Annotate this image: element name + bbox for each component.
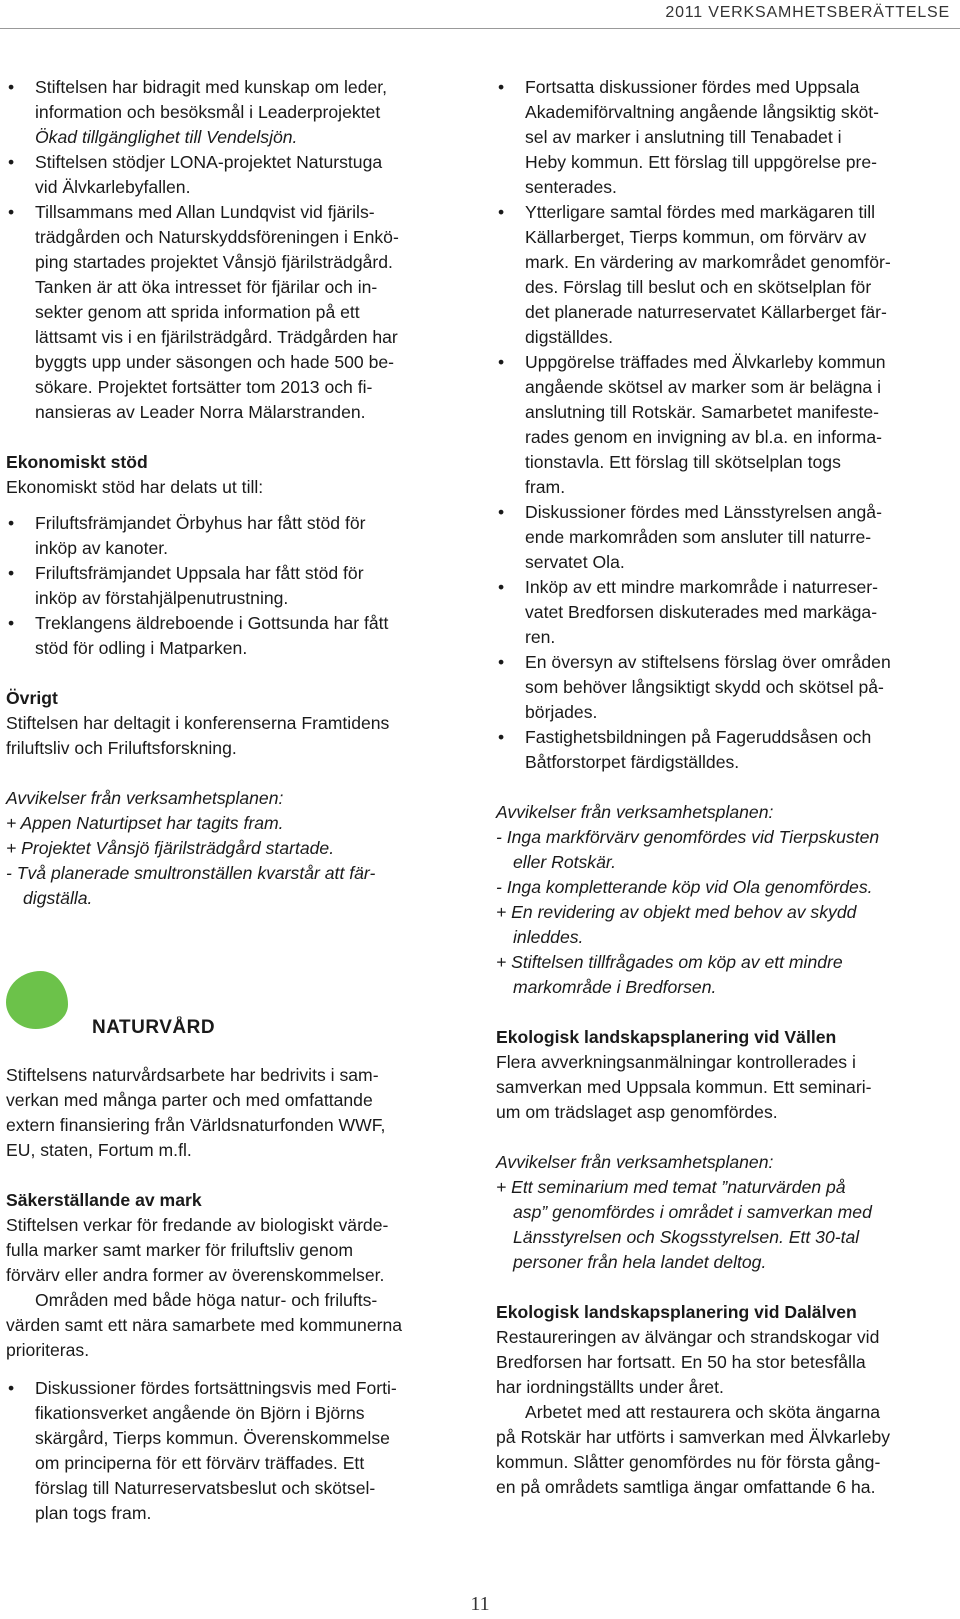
text-line: Stiftelsen verkar för fredande av biologiskt värde- <box>6 1215 389 1235</box>
text-line: • Ytterligare samtal fördes med markägaren till <box>525 202 876 222</box>
bullet-item <box>496 350 952 500</box>
ekonomiskt-heading: Ekonomiskt stöd <box>6 452 148 472</box>
avvikelser-right-1-title: Avvikelser från verksamhetsplanen: <box>496 802 774 822</box>
bullet-item <box>6 561 464 611</box>
text-line: Tanken är att öka intresset för fjärilar och in- <box>35 277 378 297</box>
bullet-item <box>496 650 952 725</box>
left-bullets-top <box>6 75 464 425</box>
avvikelser-right-2-title: Avvikelser från verksamhetsplanen: <box>496 1152 774 1172</box>
text-line: information och besöksmål i Leaderprojektet <box>35 102 381 122</box>
text-line: - Två planerade smultronställen kvarstår att fär- <box>6 863 376 883</box>
running-header: 2011 VERKSAMHETSBERÄTTELSE <box>665 4 950 21</box>
bullet-item <box>6 1376 464 1526</box>
text-line: Arbetet med att restaurera och sköta ängarna <box>525 1402 881 1422</box>
text-line: + Projektet Vånsjö fjärilsträdgård startade. <box>6 838 335 858</box>
text-line: Källarberget, Tierps kommun, om förvärv av <box>525 227 867 247</box>
text-line: • Fastighetsbildningen på Fageruddsåsen och <box>525 727 872 747</box>
sakerstallande-text-2 <box>6 1288 464 1363</box>
text-line: friluftsliv och Friluftsforskning. <box>6 738 237 758</box>
text-line: • Fortsatta diskussioner fördes med Uppsala <box>525 77 860 97</box>
text-line: • Treklangens äldreboende i Gottsunda har fått <box>35 613 389 633</box>
text-line: Bredforsen har fortsatt. En 50 ha stor betesfålla <box>496 1352 866 1372</box>
deviation-item <box>496 950 952 1000</box>
text-line: Flera avverkningsanmälningar kontrollerades i <box>496 1052 856 1072</box>
text-line: plan togs fram. <box>35 1503 152 1523</box>
vallen-heading: Ekologisk landskapsplanering vid Vällen <box>496 1027 837 1047</box>
text-line: • Diskussioner fördes med Länsstyrelsen angå- <box>525 502 882 522</box>
text-line: digställa. <box>23 888 93 908</box>
text-line: sel av marker i anslutning till Tenabadet i <box>525 127 842 147</box>
text-line: mark. En värdering av markområdet genomför- <box>525 252 891 272</box>
ovrigt-text <box>6 711 464 761</box>
deviation-item <box>6 861 464 911</box>
text-line: des. Förslag till beslut och en skötselplan för <box>525 277 872 297</box>
text-line: värden samt ett nära samarbete med kommunerna <box>6 1315 403 1335</box>
ovrigt-heading: Övrigt <box>6 688 58 708</box>
bullet-item <box>496 500 952 575</box>
text-line: skärgård, Tierps kommun. Överenskommelse <box>35 1428 390 1448</box>
text-line: trädgården och Naturskyddsföreningen i Enkö- <box>35 227 399 247</box>
text-line: Restaureringen av älvängar och strandskogar vid <box>496 1327 880 1347</box>
bullet-item <box>496 200 952 350</box>
naturvard-title: NATURVÅRD <box>92 1017 216 1038</box>
text-line: sökare. Projektet fortsätter tom 2013 och fi- <box>35 377 373 397</box>
text-line: um om trädslaget asp genomfördes. <box>496 1102 778 1122</box>
avvikelser-left-items <box>6 811 464 911</box>
text-line: fikationsverket angående ön Björn i Björns <box>35 1403 365 1423</box>
text-line: inköp av förstahjälpenutrustning. <box>35 588 289 608</box>
bullet-item <box>6 611 464 661</box>
text-line: Ökad tillgänglighet till Vendelsjön. <box>35 127 298 147</box>
text-line: nansieras av Leader Norra Mälarstranden. <box>35 402 366 422</box>
text-line: • Tillsammans med Allan Lundqvist vid fjärils- <box>35 202 375 222</box>
avvikelser-right-1-items <box>496 825 952 1000</box>
text-line: angående skötsel av marker som är belägna i <box>525 377 881 397</box>
green-leaf-icon <box>6 971 68 1029</box>
ekonomiskt-bullets <box>6 511 464 661</box>
text-line: verkan med många parter och med omfattande <box>6 1090 373 1110</box>
sakerstallande-text <box>6 1213 464 1288</box>
text-line: + Ett seminarium med temat ”naturvärden på <box>496 1177 846 1197</box>
text-line: har iordningställts under året. <box>496 1377 724 1397</box>
text-line: Stiftelsen har deltagit i konferenserna Framtidens <box>6 713 390 733</box>
text-line: - Inga kompletterande köp vid Ola genomfördes. <box>496 877 873 897</box>
page-number: 11 <box>470 1593 490 1615</box>
dalalven-text <box>496 1325 952 1400</box>
text-line: asp” genomfördes i området i samverkan med <box>513 1202 872 1222</box>
text-line: - Inga markförvärv genomfördes vid Tierpskusten <box>496 827 880 847</box>
text-line: extern finansiering från Världsnaturfonden WWF, <box>6 1115 386 1135</box>
avvikelser-left-title: Avvikelser från verksamhetsplanen: <box>6 788 284 808</box>
avvikelser-right-2 <box>496 1150 952 1275</box>
text-line: prioriteras. <box>6 1340 90 1360</box>
bullet-item <box>6 150 464 200</box>
bullet-item <box>6 511 464 561</box>
text-line: som behöver långsiktigt skydd och skötsel på- <box>525 677 884 697</box>
naturvard-section-header <box>6 971 464 1063</box>
right-column <box>496 75 952 1500</box>
text-line: tionstavla. Ett förslag till skötselplan togs <box>525 452 841 472</box>
text-line: förslag till Naturreservatsbeslut och skötsel- <box>35 1478 376 1498</box>
text-line: Stiftelsens naturvårdsarbete har bedrivits i sam- <box>6 1065 379 1085</box>
text-line: lättsamt vis i en fjärilsträdgård. Trädgården har <box>35 327 398 347</box>
ekonomiskt-intro: Ekonomiskt stöd har delats ut till: <box>6 477 264 497</box>
text-line: ping startades projektet Vånsjö fjärilsträdgård. <box>35 252 393 272</box>
text-line: EU, staten, Fortum m.fl. <box>6 1140 192 1160</box>
vallen-text <box>496 1050 952 1125</box>
text-line: • Friluftsfrämjandet Örbyhus har fått stöd för <box>35 513 366 533</box>
text-line: • Diskussioner fördes fortsättningsvis med Forti- <box>35 1378 397 1398</box>
text-line: eller Rotskär. <box>513 852 616 872</box>
text-line: Akademiförvaltning angående långsiktig sköt- <box>525 102 880 122</box>
deviation-item <box>6 811 464 836</box>
sakerstallande-bullets <box>6 1376 464 1526</box>
text-line: börjades. <box>525 702 598 722</box>
deviation-item <box>496 900 952 950</box>
avvikelser-right-1 <box>496 800 952 1000</box>
text-line: • Friluftsfrämjandet Uppsala har fått stöd för <box>35 563 364 583</box>
text-line: • Uppgörelse träffades med Älvkarleby kommun <box>525 352 886 372</box>
bullet-item <box>496 725 952 775</box>
text-line: inköp av kanoter. <box>35 538 169 558</box>
text-line: vatet Bredforsen diskuterades med markäga- <box>525 602 878 622</box>
text-line: inleddes. <box>513 927 584 947</box>
text-line: om principerna för ett förvärv träffades. Ett <box>35 1453 365 1473</box>
text-line: på Rotskär har utförts i samverkan med Älvkarleby <box>496 1427 891 1447</box>
avvikelser-right-2-items <box>496 1175 952 1275</box>
text-line: samverkan med Uppsala kommun. Ett seminari- <box>496 1077 872 1097</box>
dalalven-heading: Ekologisk landskapsplanering vid Dalälven <box>496 1302 857 1322</box>
bullet-item <box>496 75 952 200</box>
text-line: Länsstyrelsen och Skogsstyrelsen. Ett 30-tal <box>513 1227 860 1247</box>
bullet-item <box>496 575 952 650</box>
text-line: senterades. <box>525 177 617 197</box>
text-line: servatet Ola. <box>525 552 625 572</box>
text-line: + En revidering av objekt med behov av skydd <box>496 902 857 922</box>
text-line: fulla marker samt marker för friluftsliv genom <box>6 1240 354 1260</box>
text-line: Båtforstorpet färdigställdes. <box>525 752 740 772</box>
text-line: • Stiftelsen har bidragit med kunskap om leder, <box>35 77 388 97</box>
deviation-item <box>496 875 952 900</box>
text-line: sekter genom att sprida information på ett <box>35 302 360 322</box>
bullet-item <box>6 75 464 150</box>
bullet-item <box>6 200 464 425</box>
text-line: digställdes. <box>525 327 614 347</box>
text-line: personer från hela landet deltog. <box>513 1252 767 1272</box>
naturvard-text <box>6 1063 464 1163</box>
text-line: det planerade naturreservatet Källarberget fär- <box>525 302 887 322</box>
text-line: stöd för odling i Matparken. <box>35 638 248 658</box>
avvikelser-left <box>6 786 464 911</box>
text-line: ren. <box>525 627 556 647</box>
header-divider <box>0 28 960 29</box>
deviation-item <box>496 825 952 875</box>
text-line: en på områdets samtliga ängar omfattande 6 ha. <box>496 1477 876 1497</box>
text-line: ende markområden som ansluter till naturre- <box>525 527 872 547</box>
text-line: markområde i Bredforsen. <box>513 977 717 997</box>
right-bullets <box>496 75 952 775</box>
text-line: Områden med både höga natur- och frilufts- <box>35 1290 378 1310</box>
left-column <box>6 75 464 1526</box>
deviation-item <box>496 1175 952 1275</box>
deviation-item <box>6 836 464 861</box>
sakerstallande-heading: Säkerställande av mark <box>6 1190 202 1210</box>
text-line: • Stiftelsen stödjer LONA-projektet Naturstuga <box>35 152 383 172</box>
text-line: förvärv eller andra former av överenskommelser. <box>6 1265 385 1285</box>
dalalven-text-2 <box>496 1400 952 1500</box>
text-line: vid Älvkarlebyfallen. <box>35 177 191 197</box>
text-line: + Appen Naturtipset har tagits fram. <box>6 813 284 833</box>
text-line: anslutning till Rotskär. Samarbetet manifeste- <box>525 402 879 422</box>
text-line: Heby kommun. Ett förslag till uppgörelse pre- <box>525 152 878 172</box>
text-line: • En översyn av stiftelsens förslag över områden <box>525 652 891 672</box>
text-line: • Inköp av ett mindre markområde i naturreser- <box>525 577 878 597</box>
text-line: fram. <box>525 477 566 497</box>
text-line: byggts upp under säsongen och hade 500 be- <box>35 352 394 372</box>
text-line: kommun. Slåtter genomfördes nu för första gång- <box>496 1452 881 1472</box>
text-line: + Stiftelsen tillfrågades om köp av ett mindre <box>496 952 843 972</box>
text-line: rades genom en invigning av bl.a. en informa- <box>525 427 882 447</box>
